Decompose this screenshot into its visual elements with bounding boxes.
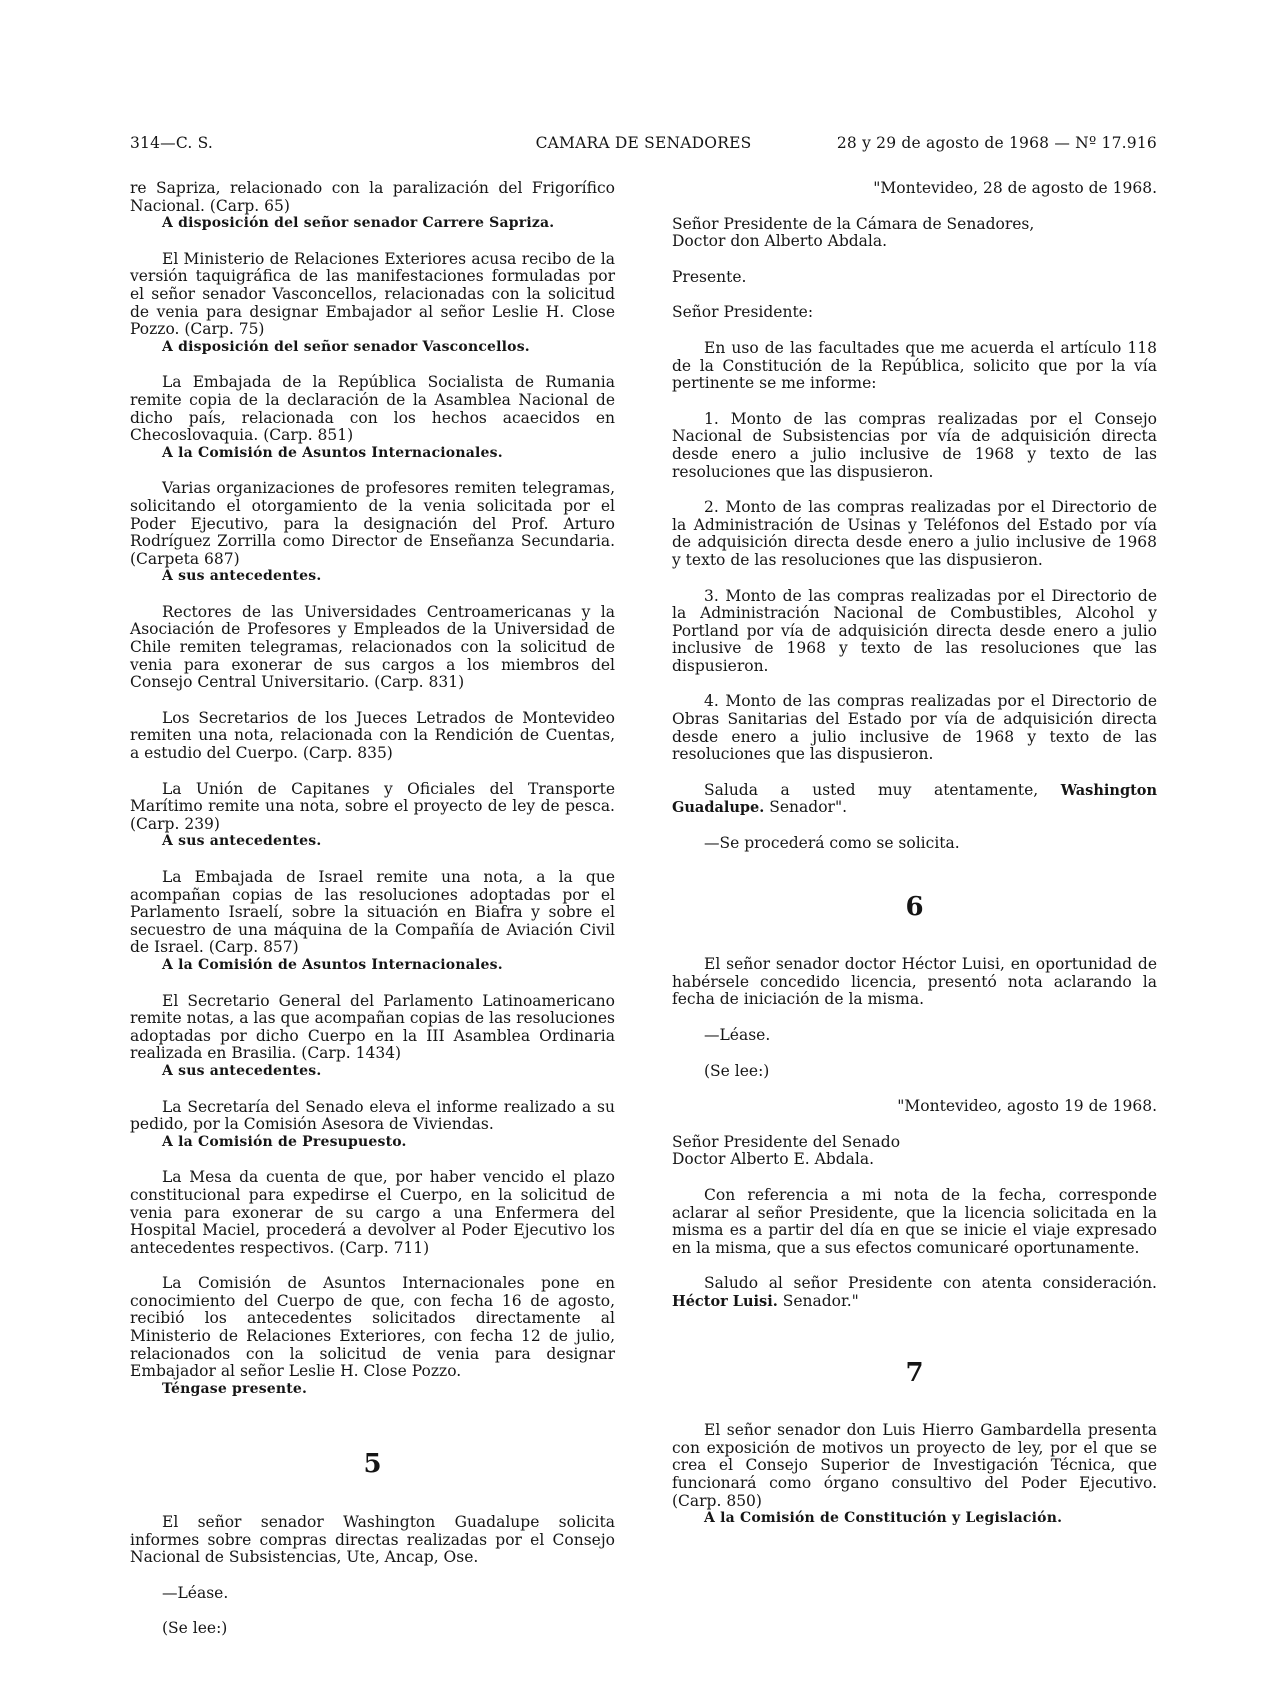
section-number: 7 bbox=[905, 1357, 924, 1388]
chamber-title: CAMARA DE SENADORES bbox=[535, 134, 752, 152]
paragraph: El Secretario General del Parlamento Latinoamericano remite notas, a las que acompañan copias de las resoluciones adoptadas por dicho Cuerpo en la III Asamblea Ordinaria realizada en Brasilia. (Carp. 1434) bbox=[130, 991, 615, 1063]
letter-addressee: Señor Presidente del Senado bbox=[672, 1132, 901, 1151]
disposition: Téngase presente. bbox=[162, 1380, 308, 1397]
signature-title: Senador". bbox=[769, 798, 848, 817]
request-item: 4. Monto de las compras realizadas por el Directorio de Obras Sanitarias del Estado por vía de adquisición directa desde enero a julio inclusive de 1968 y texto de las resoluciones que las dispusieron. bbox=[672, 692, 1157, 764]
closing-text: Saludo al señor Presidente con atenta consideración. bbox=[704, 1274, 1157, 1293]
paragraph: En uso de las facultades que me acuerda el artículo 118 de la Constitución de la República, solicito que por la vía pertinente se me informe: bbox=[672, 338, 1157, 393]
paragraph: La Secretaría del Senado eleva el informe realizado a su pedido, por la Comisión Asesora de Viviendas. bbox=[130, 1097, 615, 1134]
paragraph: El señor senador Washington Guadalupe solicita informes sobre compras directas realizadas por el Consejo Nacional de Subsistencias, Ute, Ancap, Ose. bbox=[130, 1513, 615, 1567]
letter-salutation: Señor Presidente: bbox=[672, 303, 814, 322]
left-column bbox=[130, 180, 615, 1656]
read-instruction: —Léase. bbox=[162, 1583, 229, 1602]
disposition: A disposición del señor senador Carrere Sapriza. bbox=[162, 215, 555, 232]
disposition: A la Comisión de Asuntos Internacionales. bbox=[162, 444, 503, 461]
paragraph: La Mesa da cuenta de que, por haber vencido el plazo constitucional para expedirse el Cuerpo, en la solicitud de venia para exonerar de su cargo a una Enfermera del Hospital Maciel, procederá a devolver al Poder Ejecutivo los antecedentes respectivos. (Carp. 711) bbox=[130, 1168, 615, 1257]
right-column bbox=[672, 180, 1157, 1546]
paragraph: Los Secretarios de los Jueces Letrados de Montevideo remiten una nota, relacionada con la Rendición de Cuentas, a estudio del Cuerpo. (Carp. 835) bbox=[130, 708, 615, 763]
request-item: 2. Monto de las compras realizadas por el Directorio de la Administración de Usinas y Teléfonos del Estado por vía de adquisición directa desde enero a julio inclusive de 1968 y texto de las resoluciones que las dispusieron. bbox=[672, 498, 1157, 569]
paragraph: La Comisión de Asuntos Internacionales pone en conocimiento del Cuerpo de que, con fecha 16 de agosto, recibió los antecedentes solicitados directamente al Ministerio de Relaciones Exteriores, con fecha 12 de julio, relacionados con la solicitud de venia para designar Embajador al señor Leslie H. Close Pozzo. bbox=[130, 1274, 615, 1381]
paragraph: El señor senador don Luis Hierro Gambardella presenta con exposición de motivos un proyecto de ley, por el que se crea el Consejo Superior de Investigación Técnica, que funcionará como órgano consultivo del Poder Ejecutivo. (Carp. 850) bbox=[672, 1421, 1157, 1510]
paragraph: Varias organizaciones de profesores remiten telegramas, solicitando el otorgamiento de la venia solicitada por el Poder Ejecutivo, para la designación del Prof. Arturo Rodríguez Zorrilla como Director de Enseñanza Secundaria. (Carpeta 687) bbox=[130, 479, 615, 568]
issue-date: 28 y 29 de agosto de 1968 — Nº 17.916 bbox=[836, 134, 1157, 152]
letter-closing bbox=[672, 782, 1157, 817]
resolution: —Se procederá como se solicita. bbox=[704, 834, 960, 853]
signature-title: Senador." bbox=[782, 1291, 859, 1310]
letter-date: "Montevideo, 28 de agosto de 1968. bbox=[873, 179, 1157, 197]
paragraph: El Ministerio de Relaciones Exteriores acusa recibo de la versión taquigráfica de las manifestaciones formuladas por el señor senador Vasconcellos, relacionadas con la solicitud de venia para designar Embajador al señor Leslie H. Close Pozzo. (Carp. 75) bbox=[130, 249, 615, 339]
paragraph: La Unión de Capitanes y Oficiales del Transporte Marítimo remite una nota, sobre el proyecto de ley de pesca. (Carp. 239) bbox=[130, 779, 615, 833]
read-instruction: —Léase. bbox=[704, 1026, 771, 1044]
letter-addressee: Doctor don Alberto Abdala. bbox=[672, 232, 888, 251]
letter-closing bbox=[672, 1275, 1157, 1310]
section-number: 5 bbox=[363, 1449, 382, 1480]
disposition: A la Comisión de Asuntos Internacionales. bbox=[162, 956, 503, 973]
paragraph: Rectores de las Universidades Centroamericanas y la Asociación de Profesores y Empleados de la Universidad de Chile remiten telegramas, relacionados con la solicitud de venia para exonerar de sus cargos a los miembros del Consejo Central Universitario. (Carp. 831) bbox=[130, 602, 615, 692]
request-item: 1. Monto de las compras realizadas por el Consejo Nacional de Subsistencias por vía de adquisición directa desde enero a julio inclusive de 1968 y texto de las resoluciones que las dispusieron. bbox=[672, 409, 1157, 481]
read-note: (Se lee:) bbox=[704, 1061, 770, 1080]
letter-presente: Presente. bbox=[672, 267, 747, 286]
letter-date: "Montevideo, agosto 19 de 1968. bbox=[897, 1097, 1157, 1116]
signature-name: Washington Guadalupe. bbox=[672, 781, 1157, 817]
paragraph: La Embajada de Israel remite una nota, a la que acompañan copias de las resoluciones adoptadas por el Parlamento Israelí, sobre la situación en Biafra y sobre el secuestro de una máquina de la Compañía de Aviación Civil de Israel. (Carp. 857) bbox=[130, 868, 615, 957]
letter-addressee: Doctor Alberto E. Abdala. bbox=[672, 1150, 875, 1169]
disposition: A sus antecedentes. bbox=[162, 1062, 322, 1079]
disposition: A disposición del señor senador Vasconcellos. bbox=[162, 338, 530, 355]
paragraph: La Embajada de la República Socialista de Rumania remite copia de la declaración de la Asamblea Nacional de dicho país, relacionada con los hechos acaecidos en Checoslovaquia. (Carp. 851) bbox=[130, 373, 615, 445]
read-note: (Se lee:) bbox=[162, 1619, 228, 1638]
section-number: 6 bbox=[905, 891, 924, 922]
disposition: A la Comisión de Constitución y Legislación. bbox=[704, 1510, 1063, 1527]
paragraph: Con referencia a mi nota de la fecha, corresponde aclarar al señor Presidente, que la licencia solicitada en la misma es a partir del día en que se inicie el viaje expresado en la misma, que a sus efectos comunicaré oportunamente. bbox=[672, 1185, 1157, 1257]
paragraph: El señor senador doctor Héctor Luisi, en oportunidad de habérsele concedido licencia, presentó nota aclarando la fecha de iniciación de la misma. bbox=[672, 955, 1157, 1009]
closing-text: Saluda a usted muy atentamente, bbox=[704, 780, 1039, 799]
disposition: A sus antecedentes. bbox=[162, 833, 322, 850]
page-reference: 314—C. S. bbox=[130, 134, 214, 152]
disposition: A la Comisión de Presupuesto. bbox=[162, 1133, 407, 1150]
signature-name: Héctor Luisi. bbox=[672, 1292, 778, 1310]
letter-addressee: Señor Presidente de la Cámara de Senadores, bbox=[672, 214, 1035, 233]
request-item: 3. Monto de las compras realizadas por el Directorio de la Administración Nacional de Combustibles, Alcohol y Portland por vía de adquisición directa desde enero a julio inclusive de 1968 y texto de las resoluciones que las dispusieron. bbox=[672, 586, 1157, 675]
paragraph: re Sapriza, relacionado con la paralización del Frigorífico Nacional. (Carp. 65) bbox=[130, 179, 615, 215]
disposition: A sus antecedentes. bbox=[162, 568, 322, 585]
